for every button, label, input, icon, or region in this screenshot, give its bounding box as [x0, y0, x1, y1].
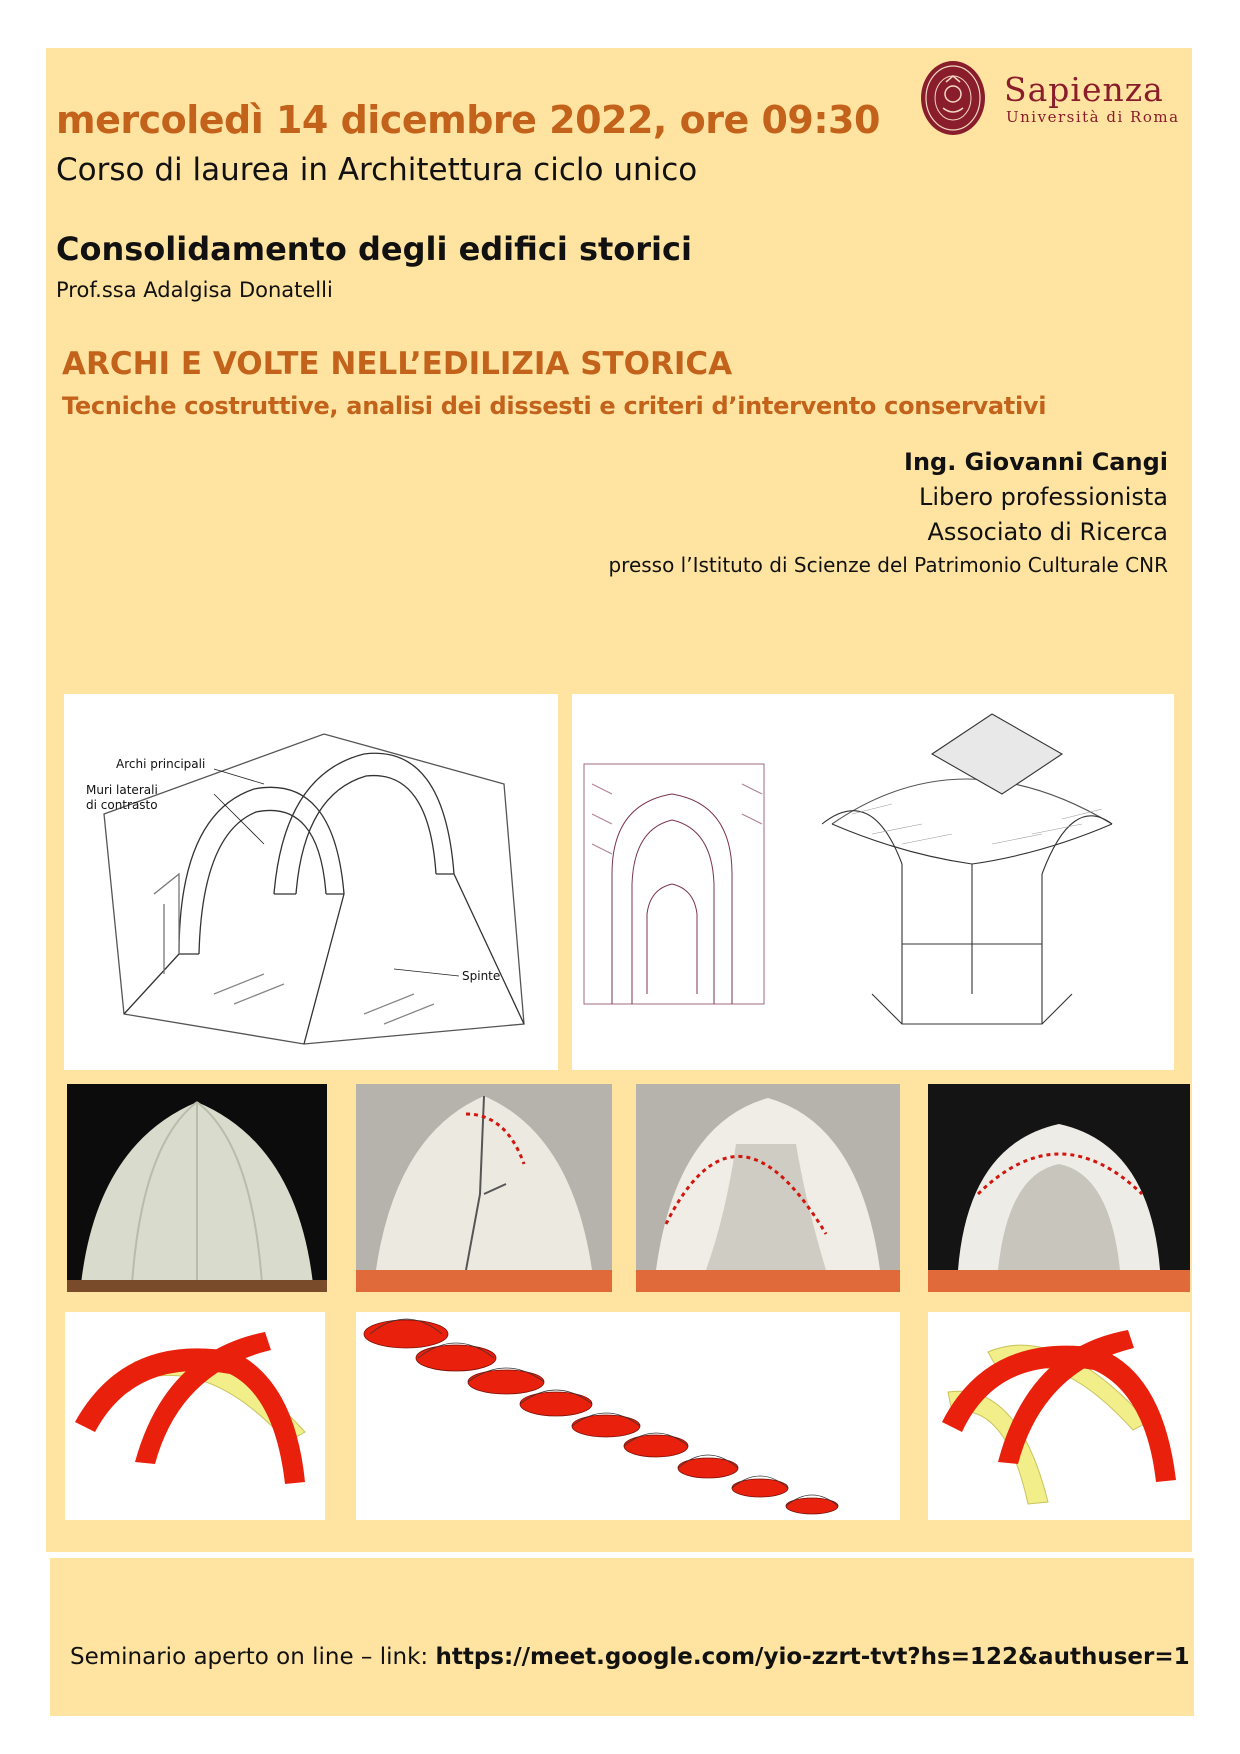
subject-title: Consolidamento degli edifici storici — [56, 230, 692, 268]
seminar-subtitle: Tecniche costruttive, analisi dei dissesti e criteri d’intervento conservativi — [62, 392, 1047, 420]
speaker-role: Libero professionista — [918, 483, 1168, 511]
footer-prefix: Seminario aperto on line – link: — [70, 1644, 436, 1670]
speaker-name: Ing. Giovanni Cangi — [904, 448, 1168, 476]
figure-label-side-walls: Muri laterali — [86, 783, 158, 797]
dome-crack-photo — [356, 1084, 612, 1292]
dome-ruin-photo — [928, 1084, 1190, 1292]
arch-model-right — [928, 1312, 1190, 1520]
speaker-affiliation: presso l’Istituto di Scienze del Patrimonio Culturale CNR — [608, 553, 1168, 577]
meet-link[interactable]: https://meet.google.com/yio-zzrt-tvt?hs=122&authuser=1 — [435, 1644, 1190, 1670]
logo-subtitle: Università di Roma — [1006, 108, 1180, 126]
dome-model-photo — [67, 1084, 327, 1292]
footer-band — [50, 1558, 1194, 1716]
sapienza-seal-icon — [918, 58, 988, 138]
cross-vault-figure — [572, 694, 1174, 1070]
course-name: Corso di laurea in Architettura ciclo unico — [56, 152, 698, 188]
figure-label-contrast: di contrasto — [86, 798, 158, 812]
online-seminar-link — [70, 1644, 1190, 1670]
seminar-title: ARCHI E VOLTE NELL’EDILIZIA STORICA — [62, 346, 733, 382]
dome-collapse-photo — [636, 1084, 900, 1292]
figure-label-main-arches: Archi principali — [116, 757, 206, 771]
event-date-time: mercoledì 14 dicembre 2022, ore 09:30 — [56, 98, 880, 142]
logo-name: Sapienza — [1004, 70, 1164, 109]
figure-label-thrusts: Spinte — [462, 969, 501, 983]
arch-model-left — [65, 1312, 325, 1520]
professor-name: Prof.ssa Adalgisa Donatelli — [56, 278, 333, 302]
speaker-role-2: Associato di Ricerca — [927, 518, 1168, 546]
vault-sketch-figure — [64, 694, 558, 1070]
dome-sequence-model — [356, 1312, 900, 1520]
